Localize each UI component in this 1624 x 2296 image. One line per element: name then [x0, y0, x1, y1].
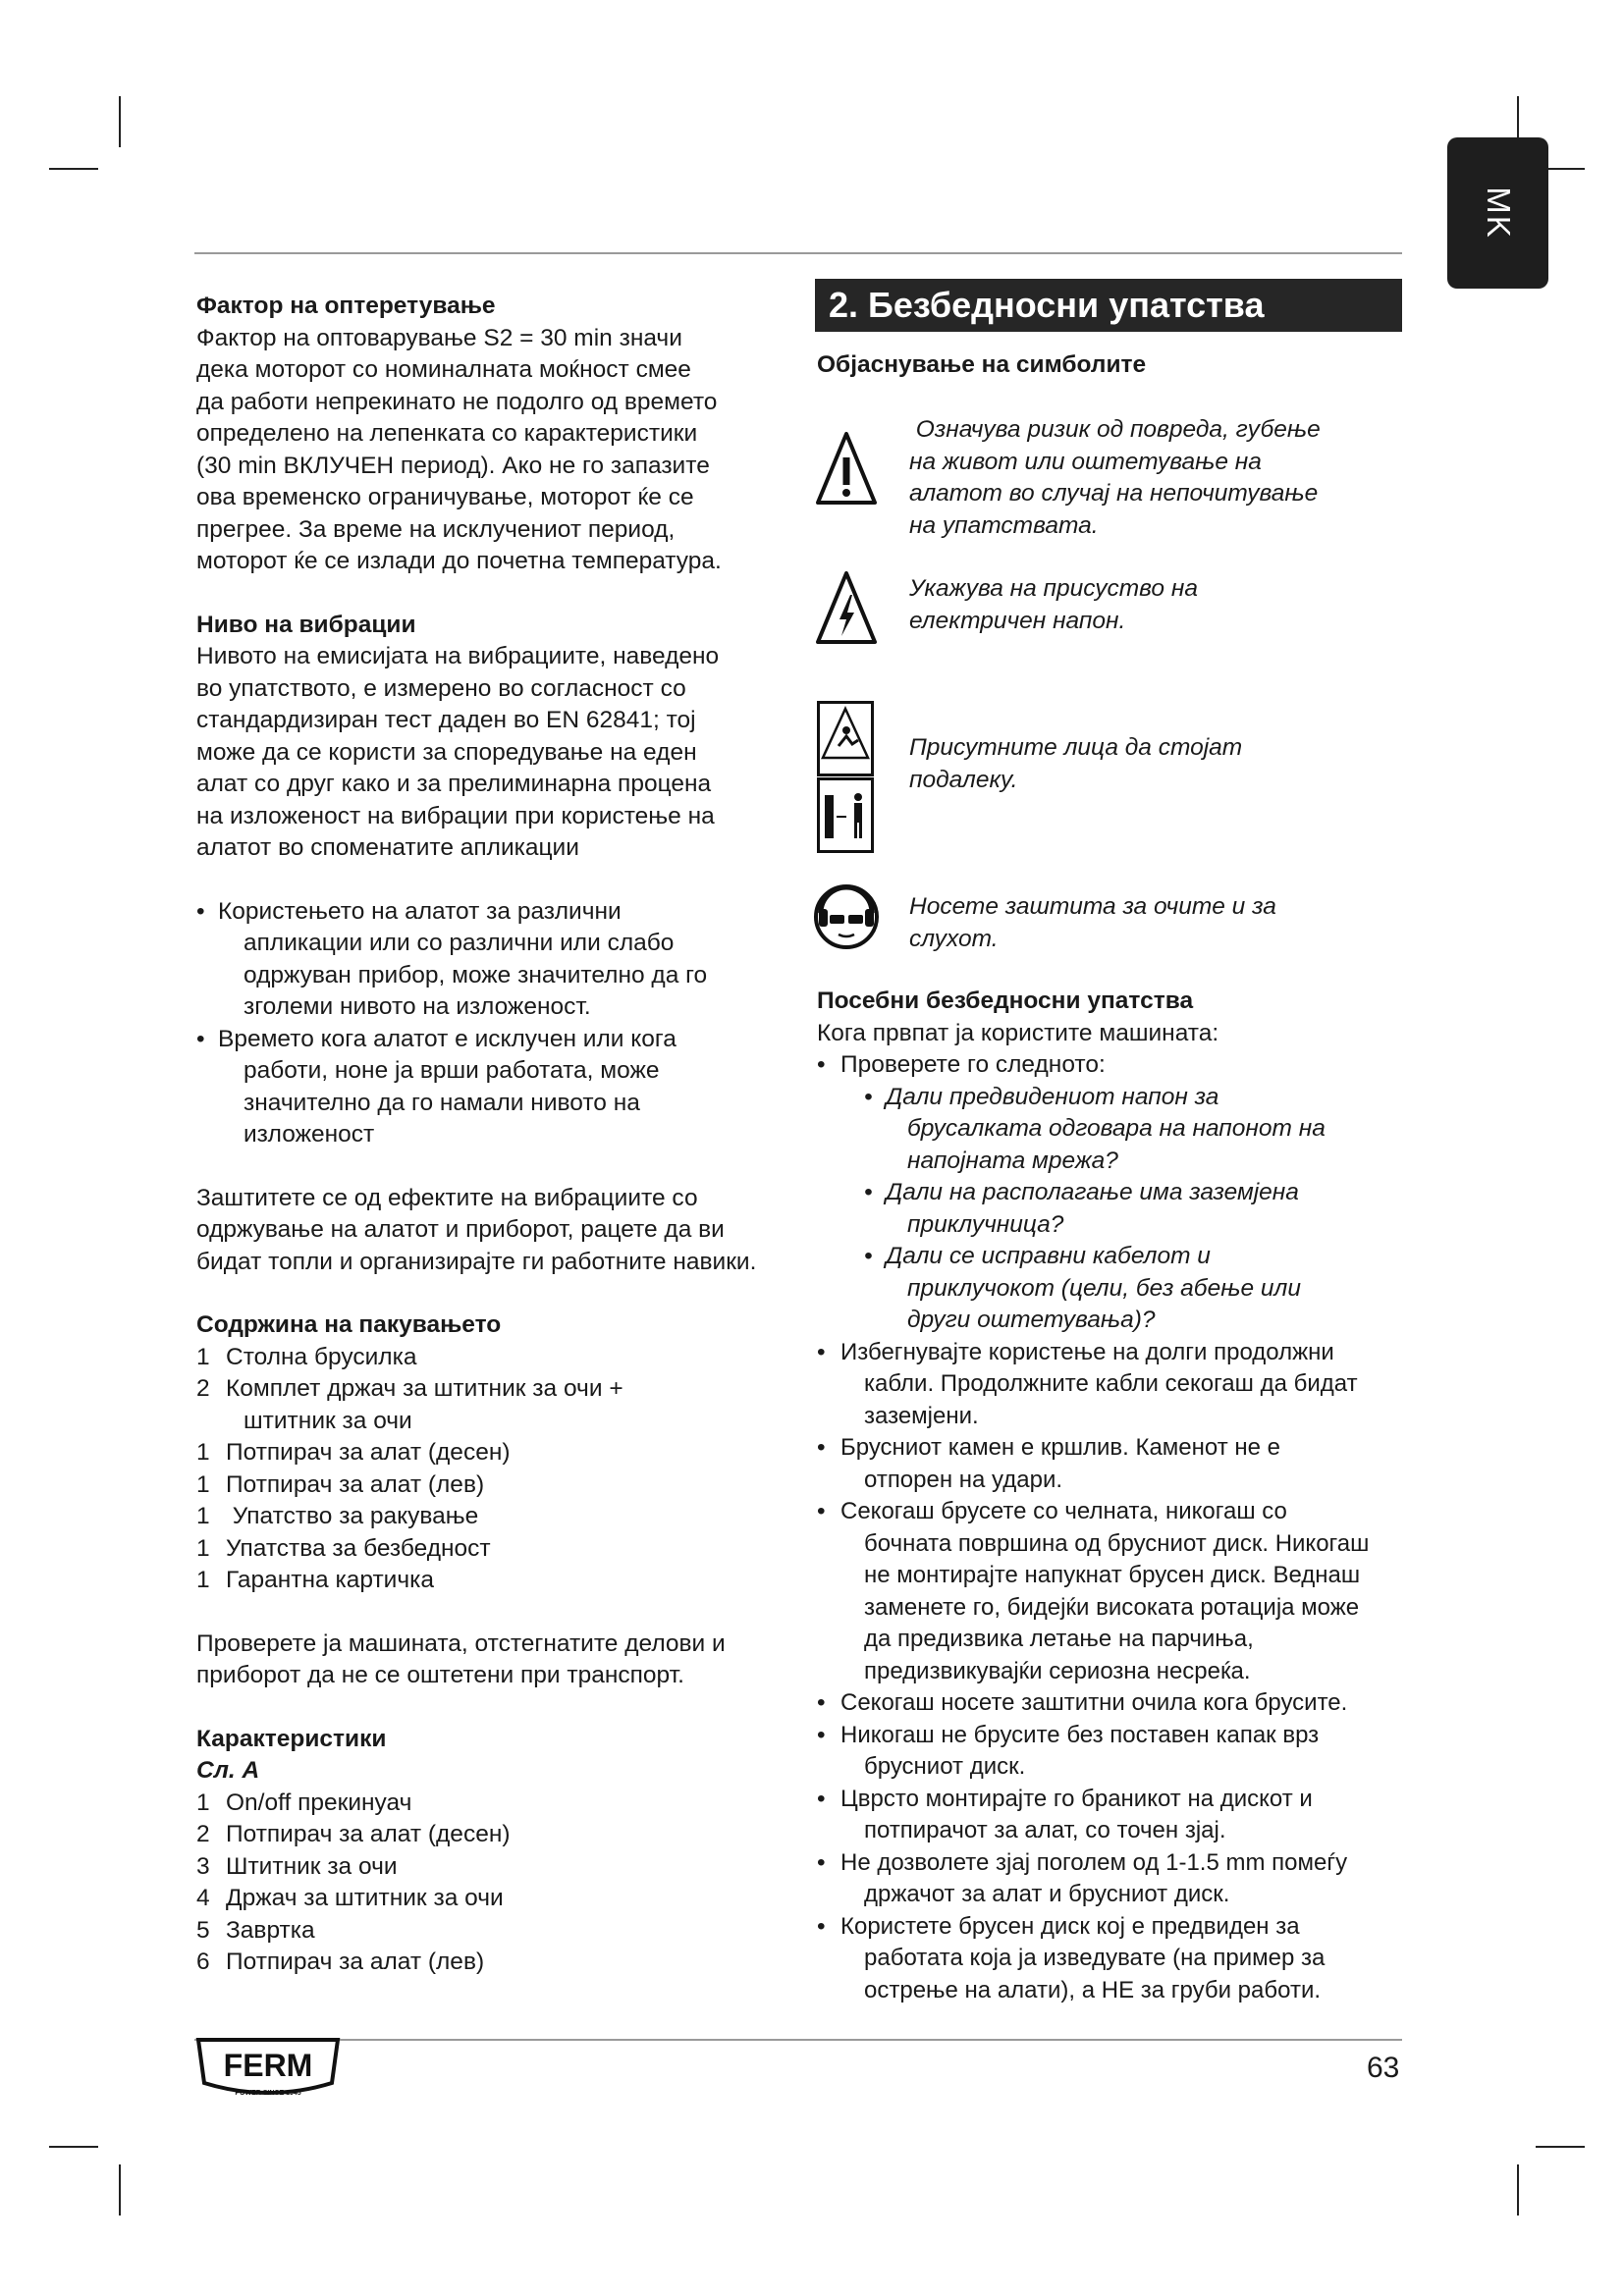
vibration-line: алат со друг како и за прелиминарна процена — [196, 771, 712, 797]
special-bullet — [817, 1496, 1406, 1687]
symbol-description — [909, 414, 1321, 542]
symbol-description — [909, 891, 1276, 955]
vibration-line: на изложеност на вибрации при користење на — [196, 802, 715, 829]
item-text: Упатства за безбедност — [226, 1534, 491, 1562]
bullet-line: работи, ноне ја врши работата, може — [244, 1057, 660, 1084]
bullet-line: Брусниот камен е кршлив. Каменот не е — [840, 1434, 1280, 1461]
language-tab — [1447, 137, 1548, 289]
bullet-line: Секогаш брусете со челната, никогаш со — [840, 1498, 1287, 1524]
feature-item — [196, 1915, 805, 1948]
bullet-mark: • — [817, 1689, 826, 1716]
vibration-line: во упатството, е измерено во согласност со — [196, 674, 686, 702]
symbol-text: слухот. — [909, 925, 999, 952]
symbol-text: Носете заштита за очите и за — [909, 893, 1276, 920]
subitem-line: напојната мрежа? — [907, 1147, 1118, 1174]
item-text: On/off прекинуач — [226, 1789, 412, 1816]
subitem-line: Дали се исправни кабелот и — [886, 1243, 1211, 1269]
bullet-line: Проверете го следното: — [840, 1051, 1106, 1078]
crop-mark — [119, 96, 121, 147]
bullet-line: изложеност — [244, 1121, 375, 1148]
crop-mark — [1536, 2146, 1585, 2148]
package-item — [196, 1501, 805, 1533]
bullet-mark: • — [196, 897, 205, 925]
section-title: 2. Безбедносни упатства — [815, 279, 1402, 332]
features-figure-ref: Сл. A — [196, 1757, 260, 1784]
crop-mark — [119, 2164, 121, 2216]
item-qty: 1 — [196, 1470, 210, 1498]
load-factor-line: моторот ќе се излади до почетна температура. — [196, 548, 722, 574]
bullet-line: Не дозволете зјај поголем од 1-1.5 mm помеѓу — [840, 1848, 1348, 1876]
feature-item — [196, 1819, 805, 1851]
special-bullet — [817, 1337, 1406, 1433]
item-qty: 1 — [196, 1534, 210, 1562]
item-text: Комплет држач за штитник за очи + — [226, 1375, 623, 1402]
bullet-line: зголеми нивото на изложеност. — [244, 993, 591, 1020]
bullet-line: бочната површина од брусниот диск. Никогаш — [864, 1529, 1370, 1557]
symbol-text: Означува ризик од повреда, губење — [909, 416, 1321, 443]
special-bullet — [817, 1720, 1406, 1784]
bullet-mark: • — [864, 1179, 873, 1205]
check-subitem — [817, 1177, 1406, 1241]
package-check-line: Проверете ја машината, отстегнатите делови и — [196, 1629, 726, 1657]
item-text: Штитник за очи — [226, 1852, 398, 1880]
special-bullet-list — [817, 1337, 1406, 2007]
item-qty: 1 — [196, 1503, 210, 1529]
item-text: Држач за штитник за очи — [226, 1885, 504, 1911]
load-factor-line: прегрее. За време на исклучениот период, — [196, 515, 676, 543]
load-factor-line: (30 min ВКЛУЧЕН период). Ако не го запазите — [196, 452, 710, 479]
vibration-bullet — [196, 1024, 805, 1151]
symbol-text: алатот во случај на непочитување — [909, 480, 1319, 507]
item-qty: 1 — [196, 1439, 210, 1466]
electric-voltage-icon — [815, 569, 878, 648]
item-text: Потпирач за алат (десен) — [226, 1439, 511, 1466]
feature-item — [196, 1788, 805, 1820]
language-tab-label: MK — [1480, 187, 1517, 240]
bullet-line: одржуван прибор, може значително да го — [244, 961, 708, 988]
bullet-line: заменете го, бидејќи високата ротација може — [864, 1593, 1360, 1621]
vibration-line: Нивото на емисијата на вибрациите, наведено — [196, 643, 720, 669]
item-text: Столна брусилка — [226, 1343, 417, 1370]
symbol-text: на живот или оштетување на — [909, 448, 1262, 475]
feature-item — [196, 1883, 805, 1915]
package-item — [196, 1469, 805, 1502]
vibration-bullet — [196, 896, 805, 1024]
symbol-text: на упатствата. — [909, 511, 1099, 539]
bullet-mark: • — [817, 1434, 826, 1461]
item-number: 6 — [196, 1949, 210, 1975]
bullet-line: значително да го намали нивото на — [244, 1089, 640, 1116]
vibration-heading: Ниво на вибрации — [196, 611, 416, 638]
symbol-text: Присутните лица да стојат — [909, 734, 1243, 761]
crop-mark — [49, 2146, 98, 2148]
check-subitem — [817, 1241, 1406, 1337]
item-qty: 1 — [196, 1567, 210, 1593]
item-text: Потпирач за алат (десен) — [226, 1821, 511, 1847]
bullet-line: предизвикувајќи сериозна несреќа. — [864, 1657, 1251, 1684]
bullet-line: Времето кога алатот е исклучен или кога — [218, 1025, 677, 1052]
ferm-logo — [194, 2038, 342, 2101]
header-rule — [194, 252, 1402, 254]
symbol-description — [909, 573, 1198, 637]
special-bullet — [817, 1687, 1406, 1720]
item-text: Потпирач за алат (лев) — [226, 1949, 485, 1975]
package-item — [196, 1437, 805, 1469]
bystanders-away-icon — [817, 701, 874, 854]
symbol-text: подалеку. — [909, 766, 1018, 793]
item-text: Упатство за ракување — [226, 1503, 479, 1529]
footer-rule — [194, 2039, 1402, 2041]
special-intro: Кога првпат ја користите машината: — [817, 1019, 1219, 1046]
bullet-line: не монтирајте напукнат брусен диск. Веднаш — [864, 1562, 1361, 1588]
bullet-line: апликации или со различни или слабо — [244, 930, 675, 956]
logo-brand: FERM — [223, 2048, 313, 2083]
package-check-line: приборот да не се оштетени при транспорт. — [196, 1662, 684, 1688]
load-factor-line: ова временско ограничување, моторот ќе се — [196, 484, 694, 510]
item-text: Потпирач за алат (лев) — [226, 1470, 485, 1498]
special-bullet — [817, 1911, 1406, 2007]
item-number: 5 — [196, 1916, 210, 1944]
special-bullet — [817, 1432, 1406, 1496]
load-factor-line: дека моторот со номиналната моќност смее — [196, 356, 691, 383]
item-number: 2 — [196, 1821, 210, 1847]
bullet-mark: • — [817, 1498, 826, 1524]
load-factor-heading: Фактор на оптеретување — [196, 293, 496, 319]
item-text: Гарантна картичка — [226, 1567, 435, 1593]
load-factor-line: да работи непрекинато не подолго од времето — [196, 388, 718, 415]
bullet-line: острење на алати), а НЕ за груби работи. — [864, 1976, 1322, 2003]
item-qty: 1 — [196, 1343, 210, 1370]
bullet-mark: • — [864, 1243, 873, 1269]
bullet-line: да предизвика летање на парчиња, — [864, 1626, 1254, 1652]
item-text: Завртка — [226, 1916, 315, 1944]
bullet-mark: • — [817, 1721, 826, 1748]
vibration-line: стандардизиран тест даден во EN 62841; тој — [196, 707, 696, 733]
subitem-line: брусалката одговара на напонот на — [907, 1115, 1326, 1142]
subitem-line: приклучница? — [907, 1210, 1064, 1238]
bullet-line: работата која ја изведувате (на пример за — [864, 1945, 1326, 1971]
item-text: штитник за очи — [244, 1407, 412, 1434]
package-item — [196, 1342, 805, 1374]
bullet-mark: • — [864, 1083, 873, 1110]
eye-ear-protection-icon — [813, 883, 880, 950]
bullet-line: Користете брусен диск кој е предвиден за — [840, 1912, 1300, 1940]
bullet-line: Избегнувајте користење на долги продолжни — [840, 1338, 1334, 1365]
vibration-line: алатот во споменатите апликации — [196, 834, 579, 861]
special-bullet — [817, 1049, 1406, 1082]
bullet-line: Користењето на алатот за различни — [218, 897, 622, 925]
symbol-text: електричен напон. — [909, 607, 1126, 634]
symbol-text: Укажува на присуство на — [909, 575, 1198, 602]
bullet-line: Цврсто монтирајте го браникот на дискот и — [840, 1785, 1313, 1812]
bullet-mark: • — [817, 1338, 826, 1365]
subitem-line: приклучокот (цели, без абење или — [907, 1274, 1301, 1302]
package-item — [196, 1533, 805, 1566]
symbols-heading: Објаснување на симболите — [817, 351, 1147, 378]
bullet-line: отпорен на удари. — [864, 1466, 1063, 1493]
item-number: 1 — [196, 1789, 210, 1816]
item-number: 4 — [196, 1885, 210, 1911]
feature-item — [196, 1851, 805, 1884]
bullet-line: држачот за алат и брусниот диск. — [864, 1881, 1230, 1907]
package-item — [196, 1565, 805, 1597]
bullet-line: заземјени. — [864, 1402, 979, 1429]
features-heading: Карактеристики — [196, 1725, 387, 1752]
left-column — [196, 291, 805, 1979]
subitem-line: Дали на располагање има заземјена — [886, 1179, 1299, 1205]
package-heading: Содржина на пакувањето — [196, 1311, 502, 1338]
crop-mark — [1517, 2164, 1519, 2216]
subitem-line: други оштетувања)? — [907, 1307, 1156, 1333]
special-safety — [817, 986, 1406, 2006]
special-bullet — [817, 1784, 1406, 1847]
bullet-mark: • — [817, 1912, 826, 1940]
bullet-line: Никогаш не брусите без поставен капак врз — [840, 1721, 1320, 1748]
bullet-mark: • — [196, 1025, 205, 1052]
bullet-line: кабли. Продолжните кабли секогаш да бидат — [864, 1370, 1358, 1397]
vibration-protect-line: бидат топли и организирајте ги работните навики. — [196, 1248, 757, 1275]
package-item — [196, 1373, 805, 1437]
crop-mark — [49, 168, 98, 170]
symbol-description — [909, 732, 1242, 796]
bullet-mark: • — [817, 1785, 826, 1812]
bullet-mark: • — [817, 1051, 826, 1078]
special-heading: Посебни безбедносни упатства — [817, 988, 1194, 1014]
special-bullet — [817, 1847, 1406, 1911]
vibration-protect-line: одржување на алатот и приборот, рацете да ви — [196, 1216, 725, 1243]
page-number: 63 — [1367, 2052, 1400, 2084]
check-subitem — [817, 1082, 1406, 1178]
subitem-line: Дали предвидениот напон за — [886, 1083, 1219, 1110]
bullet-mark: • — [817, 1848, 826, 1876]
load-factor-line: Фактор на оптоварување S2 = 30 min значи — [196, 324, 682, 351]
bullet-line: брусниот диск. — [864, 1753, 1026, 1780]
feature-item — [196, 1947, 805, 1979]
item-number: 3 — [196, 1852, 210, 1880]
item-qty: 2 — [196, 1375, 210, 1402]
load-factor-line: определено на лепенката со карактеристики — [196, 420, 698, 447]
bullet-line: Секогаш носете заштитни очила кога брусите. — [840, 1689, 1348, 1716]
vibration-protect-line: Заштитете се од ефектите на вибрациите со — [196, 1184, 698, 1211]
logo-tagline: POWER SINCE 1945 — [235, 2090, 301, 2097]
warning-triangle-icon — [815, 430, 878, 508]
bullet-line: потпирачот за алат, со точен зјај. — [864, 1817, 1226, 1843]
vibration-line: може да се користи за споредување на еден — [196, 738, 697, 766]
